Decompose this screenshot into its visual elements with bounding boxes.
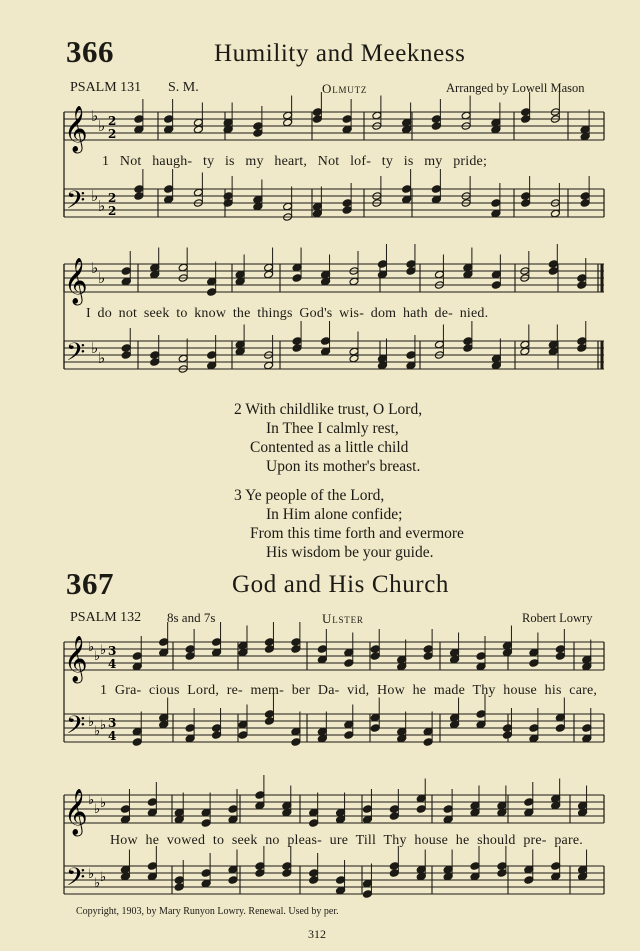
note-head (524, 798, 534, 807)
note-head (309, 869, 319, 878)
note-head (212, 731, 222, 740)
note-head (147, 872, 157, 881)
note-head (120, 865, 130, 874)
treble-staff (64, 636, 604, 684)
note-head (551, 872, 561, 881)
note-head (416, 865, 426, 874)
note-head (120, 815, 130, 824)
note-head (255, 869, 265, 878)
note-head (370, 645, 380, 654)
copyright-notice: Copyright, 1903, by Mary Runyon Lowry. Renewal. Used by per. (76, 906, 339, 917)
svg-text:♭: ♭ (98, 269, 106, 287)
note-head (147, 808, 157, 817)
note-head (529, 724, 539, 733)
note-head (159, 648, 169, 657)
note-head (291, 727, 301, 736)
note-head (282, 869, 292, 878)
note-head (174, 808, 184, 817)
note-head (397, 662, 407, 671)
bass-staff (64, 863, 604, 898)
note-head (497, 862, 507, 871)
note-head (362, 805, 372, 814)
note-head (582, 734, 592, 743)
note-head (476, 652, 486, 661)
note-head (578, 808, 588, 817)
note-head (132, 738, 142, 747)
note-head (555, 713, 565, 722)
note-head (416, 794, 426, 803)
page-number: 312 (308, 927, 326, 941)
note-head (344, 648, 354, 657)
note-head (476, 662, 486, 671)
note-head (389, 812, 399, 821)
note-head (389, 862, 399, 871)
note-head (336, 815, 346, 824)
svg-text:♭: ♭ (100, 796, 107, 811)
note-head (238, 731, 248, 740)
svg-text:♭: ♭ (100, 870, 107, 885)
note-head (201, 819, 211, 828)
note-head (174, 883, 184, 892)
note-head (132, 662, 142, 671)
note-head (120, 805, 130, 814)
note-head (291, 638, 301, 647)
lyric-line: 1 Not haugh- ty is my heart, Not lof- ty is my pride; (102, 154, 488, 169)
verse-3-line-1: 3 Ye people of the Lord, (234, 487, 385, 504)
note-head (212, 648, 222, 657)
note-head (370, 724, 380, 733)
note-head (309, 819, 319, 828)
note-head (185, 652, 195, 661)
note-head (238, 720, 248, 729)
svg-text:♭: ♭ (94, 724, 101, 739)
note-head (582, 662, 592, 671)
note-head (336, 876, 346, 885)
note-head (201, 808, 211, 817)
note-head (551, 862, 561, 871)
note-head (476, 720, 486, 729)
svg-text:2: 2 (108, 127, 117, 141)
note-head (344, 731, 354, 740)
note-head (470, 808, 480, 817)
note-head (212, 724, 222, 733)
tune-name: Olmutz (322, 81, 368, 96)
svg-text:♭: ♭ (91, 107, 99, 125)
hymn-title: God and His Church (232, 571, 450, 598)
svg-text:♭: ♭ (94, 649, 101, 664)
note-head (423, 652, 433, 661)
svg-text:4: 4 (108, 657, 117, 671)
note-head (238, 641, 248, 650)
note-head (423, 727, 433, 736)
note-head (159, 638, 169, 647)
note-head (264, 717, 274, 726)
svg-text:𝄢: 𝄢 (66, 863, 86, 898)
note-head (555, 652, 565, 661)
note-head (291, 645, 301, 654)
note-head (416, 872, 426, 881)
meter: S. M. (168, 80, 199, 95)
note-head (238, 648, 248, 657)
verse-number: 3 (234, 487, 242, 504)
note-head (336, 808, 346, 817)
note-head (529, 659, 539, 668)
note-head (120, 872, 130, 881)
note-head (450, 720, 460, 729)
treble-staff (64, 789, 604, 837)
note-head (201, 879, 211, 888)
note-head (255, 791, 265, 800)
note-head (578, 801, 588, 810)
note-head (264, 710, 274, 719)
svg-text:♭: ♭ (94, 802, 101, 817)
svg-text:𝄞: 𝄞 (64, 636, 88, 682)
lyric-line: I do not seek to know the things God's wis- dom hath de- nied. (86, 306, 489, 321)
verse-3-line-4: His wisdom be your guide. (266, 544, 434, 561)
note-head (551, 794, 561, 803)
note-head (529, 734, 539, 743)
svg-text:𝄢: 𝄢 (66, 711, 86, 746)
note-head (450, 655, 460, 664)
note-head (555, 645, 565, 654)
svg-text:3: 3 (108, 644, 117, 658)
note-head (174, 876, 184, 885)
hymn-title: Humility and Meekness (214, 40, 466, 67)
svg-text:𝄢: 𝄢 (66, 338, 86, 373)
note-head (502, 641, 512, 650)
note-head (264, 638, 274, 647)
note-head (132, 652, 142, 661)
verse-2-line-3: Contented as a little child (250, 439, 409, 456)
note-head (201, 869, 211, 878)
svg-text:♭: ♭ (100, 718, 107, 733)
hymn-number: 366 (66, 34, 114, 69)
note-head (132, 727, 142, 736)
svg-text:♭: ♭ (98, 349, 106, 367)
lyric-line: 1 Gra- cious Lord, re- mem- ber Da- vid, How he made Thy house his care, (100, 683, 598, 698)
svg-text:𝄢: 𝄢 (66, 186, 86, 221)
svg-text:♭: ♭ (88, 793, 95, 808)
note-head (416, 805, 426, 814)
svg-text:4: 4 (108, 729, 117, 743)
note-head (582, 655, 592, 664)
svg-text:♭: ♭ (88, 640, 95, 655)
note-head (529, 648, 539, 657)
note-head (502, 724, 512, 733)
note-head (264, 645, 274, 654)
note-head (476, 710, 486, 719)
note-head (423, 645, 433, 654)
note-head (228, 805, 238, 814)
note-head (291, 738, 301, 747)
note-head (309, 876, 319, 885)
note-head (578, 865, 588, 874)
note-head (497, 808, 507, 817)
note-head (282, 808, 292, 817)
note-head (443, 872, 453, 881)
tune-name: Ulster (322, 611, 364, 626)
svg-text:𝄞: 𝄞 (64, 106, 88, 152)
lyric-line: How he vowed to seek no pleas- ure Till Thy house he should pre- pare. (110, 833, 583, 848)
note-head (317, 645, 327, 654)
note-head (317, 655, 327, 664)
note-head (470, 872, 480, 881)
note-head (502, 731, 512, 740)
note-head (551, 801, 561, 810)
svg-text:♭: ♭ (98, 197, 106, 215)
svg-text:𝄞: 𝄞 (64, 258, 88, 304)
verse-2-line-1: 2 With childlike trust, O Lord, (234, 401, 423, 418)
note-head (282, 801, 292, 810)
note-head (228, 876, 238, 885)
note-head (370, 713, 380, 722)
note-head (497, 869, 507, 878)
note-head (174, 815, 184, 824)
note-head (147, 862, 157, 871)
note-head (389, 805, 399, 814)
svg-text:♭: ♭ (91, 187, 99, 205)
svg-text:♭: ♭ (88, 715, 95, 730)
note-head (443, 815, 453, 824)
note-head (470, 801, 480, 810)
psalm-reference: PSALM 132 (70, 610, 142, 625)
note-head (450, 648, 460, 657)
note-head (397, 734, 407, 743)
note-head (282, 862, 292, 871)
note-head (497, 801, 507, 810)
svg-text:2: 2 (108, 191, 117, 205)
note-head (524, 876, 534, 885)
note-head (228, 865, 238, 874)
note-head (524, 865, 534, 874)
verse-number: 2 (234, 401, 242, 418)
svg-text:3: 3 (108, 716, 117, 730)
verse-2-line-2: In Thee I calmly rest, (266, 420, 399, 437)
svg-text:♭: ♭ (91, 339, 99, 357)
note-head (255, 801, 265, 810)
note-head (185, 645, 195, 654)
note-head (423, 738, 433, 747)
psalm-reference: PSALM 131 (70, 80, 142, 95)
bass-staff (64, 711, 604, 746)
note-head (159, 720, 169, 729)
verse-2-line-4: Upon its mother's breast. (266, 458, 421, 475)
svg-text:♭: ♭ (98, 117, 106, 135)
note-head (317, 734, 327, 743)
note-head (443, 865, 453, 874)
note-head (443, 805, 453, 814)
note-head (147, 798, 157, 807)
note-head (255, 862, 265, 871)
note-head (555, 724, 565, 733)
note-head (185, 724, 195, 733)
composer: Robert Lowry (522, 611, 593, 625)
svg-text:♭: ♭ (91, 259, 99, 277)
hymn-number: 367 (66, 566, 114, 601)
note-head (212, 638, 222, 647)
note-head (502, 648, 512, 657)
verse-3-line-2: In Him alone confide; (266, 506, 403, 523)
composer: Arranged by Lowell Mason (446, 81, 585, 95)
note-head (309, 808, 319, 817)
verse-3-line-3: From this time forth and evermore (250, 525, 464, 542)
note-head (185, 734, 195, 743)
note-head (397, 655, 407, 664)
note-head (362, 890, 372, 899)
note-head (159, 713, 169, 722)
svg-text:♭: ♭ (88, 867, 95, 882)
note-head (524, 808, 534, 817)
note-head (344, 659, 354, 668)
note-head (389, 869, 399, 878)
note-head (344, 720, 354, 729)
svg-text:♭: ♭ (100, 643, 107, 658)
svg-text:𝄞: 𝄞 (64, 789, 88, 835)
note-head (362, 879, 372, 888)
svg-text:2: 2 (108, 204, 117, 218)
note-head (336, 886, 346, 895)
note-head (397, 727, 407, 736)
note-head (582, 724, 592, 733)
note-head (362, 815, 372, 824)
note-head (470, 862, 480, 871)
note-head (370, 652, 380, 661)
note-head (450, 713, 460, 722)
note-head (317, 727, 327, 736)
svg-text:♭: ♭ (94, 876, 101, 891)
note-head (228, 815, 238, 824)
note-head (578, 872, 588, 881)
meter: 8s and 7s (167, 610, 216, 625)
svg-text:2: 2 (108, 114, 117, 128)
